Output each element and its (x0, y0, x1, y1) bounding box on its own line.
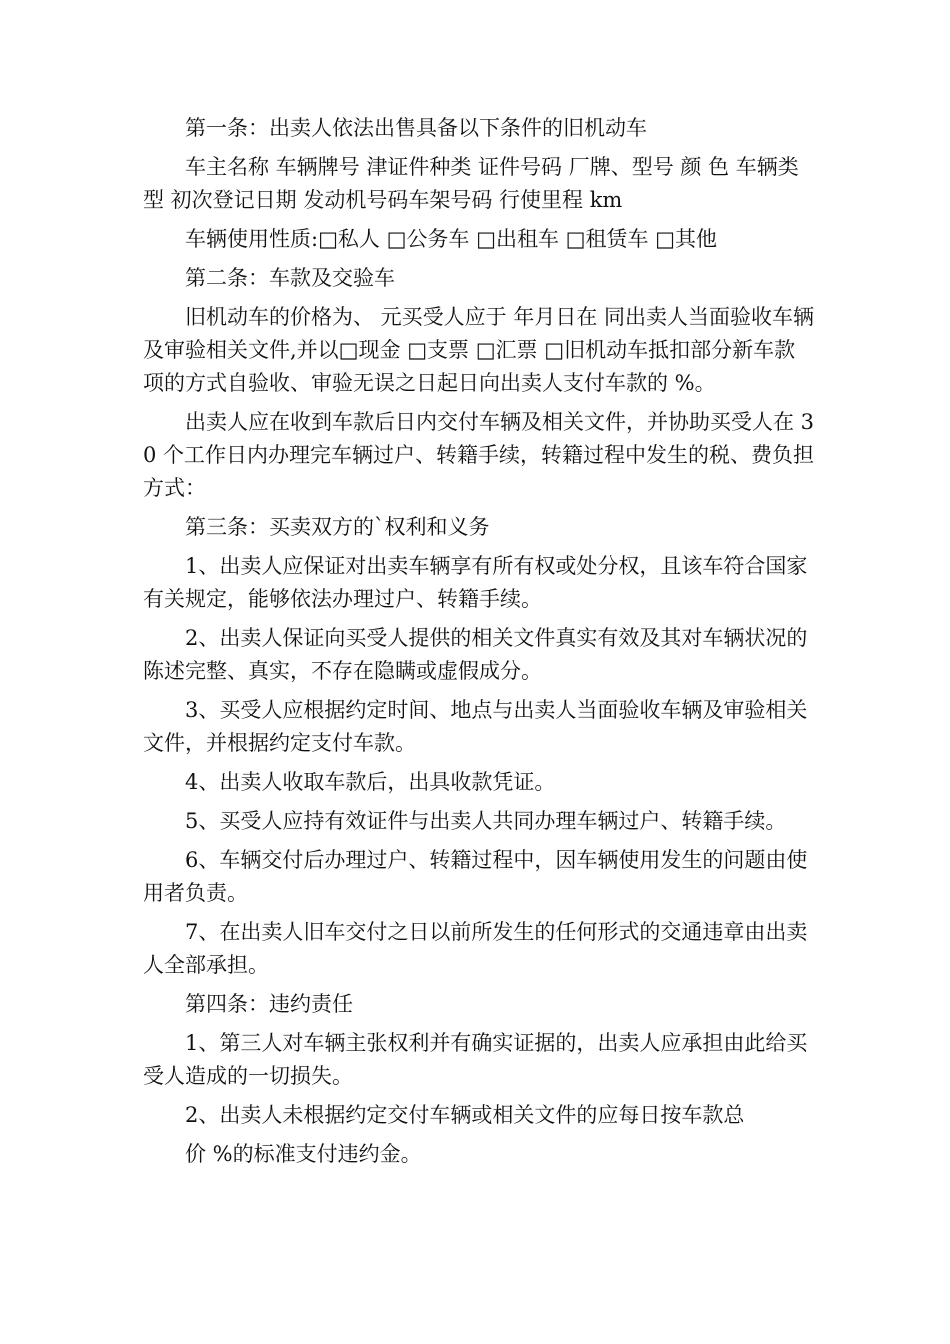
obligation-item-4: 4、出卖人收取车款后，出具收款凭证。 (185, 770, 556, 794)
price-clause: 旧机动车的价格为、 元买受人应于 年月日在 同出卖人当面验收车辆及审验相关文件,并以□现金 □支票 □汇票 □旧机动车抵扣部分新车款项的方式自验收、审验无误之日起日向出卖人支付车款的 %。 (143, 305, 815, 395)
obligation-item-7: 7、在出卖人旧车交付之日以前所发生的任何形式的交通违章由出卖人全部承担。 (143, 920, 808, 977)
liability-item-1: 1、第三人对车辆主张权利并有确实证据的，出卖人应承担由此给买受人造成的一切损失。 (143, 1031, 808, 1088)
vehicle-fields-line: 车主名称 车辆牌号 津证件种类 证件号码 厂牌、型号 颜 色 车辆类型 初次登记日期 发动机号码车架号码 行使里程 km (143, 155, 799, 212)
vehicle-usage-line: 车辆使用性质:□私人 □公务车 □出租车 □租赁车 □其他 (185, 227, 717, 251)
article-2-heading: 第二条：车款及交验车 (185, 266, 395, 290)
article-3-heading: 第三条：买卖双方的`权利和义务 (185, 515, 490, 539)
obligation-item-2: 2、出卖人保证向买受人提供的相关文件真实有效及其对车辆状况的陈述完整、真实，不存在隐瞒或虚假成分。 (143, 626, 808, 683)
liability-item-2: 2、出卖人未根据约定交付车辆或相关文件的应每日按车款总 (185, 1103, 745, 1127)
article-1-heading: 第一条：出卖人依法出售具备以下条件的旧机动车 (185, 116, 647, 140)
obligation-item-1: 1、出卖人应保证对出卖车辆享有所有权或处分权，且该车符合国家有关规定，能够依法办理过户、转籍手续。 (143, 554, 808, 611)
obligation-item-3: 3、买受人应根据约定时间、地点与出卖人当面验收车辆及审验相关文件，并根据约定支付车款。 (143, 698, 808, 755)
delivery-clause: 出卖人应在收到车款后日内交付车辆及相关文件，并协助买受人在 30 个工作日内办理完车辆过户、转籍手续，转籍过程中发生的税、费负担方式： (143, 410, 815, 500)
article-4-heading: 第四条：违约责任 (185, 992, 353, 1016)
obligation-item-6: 6、车辆交付后办理过户、转籍过程中，因车辆使用发生的问题由使用者负责。 (143, 848, 808, 905)
liability-item-2-continued: 价 %的标准支付违约金。 (185, 1142, 422, 1166)
obligation-item-5: 5、买受人应持有效证件与出卖人共同办理车辆过户、转籍手续。 (185, 809, 787, 833)
document-body (143, 112, 815, 1177)
